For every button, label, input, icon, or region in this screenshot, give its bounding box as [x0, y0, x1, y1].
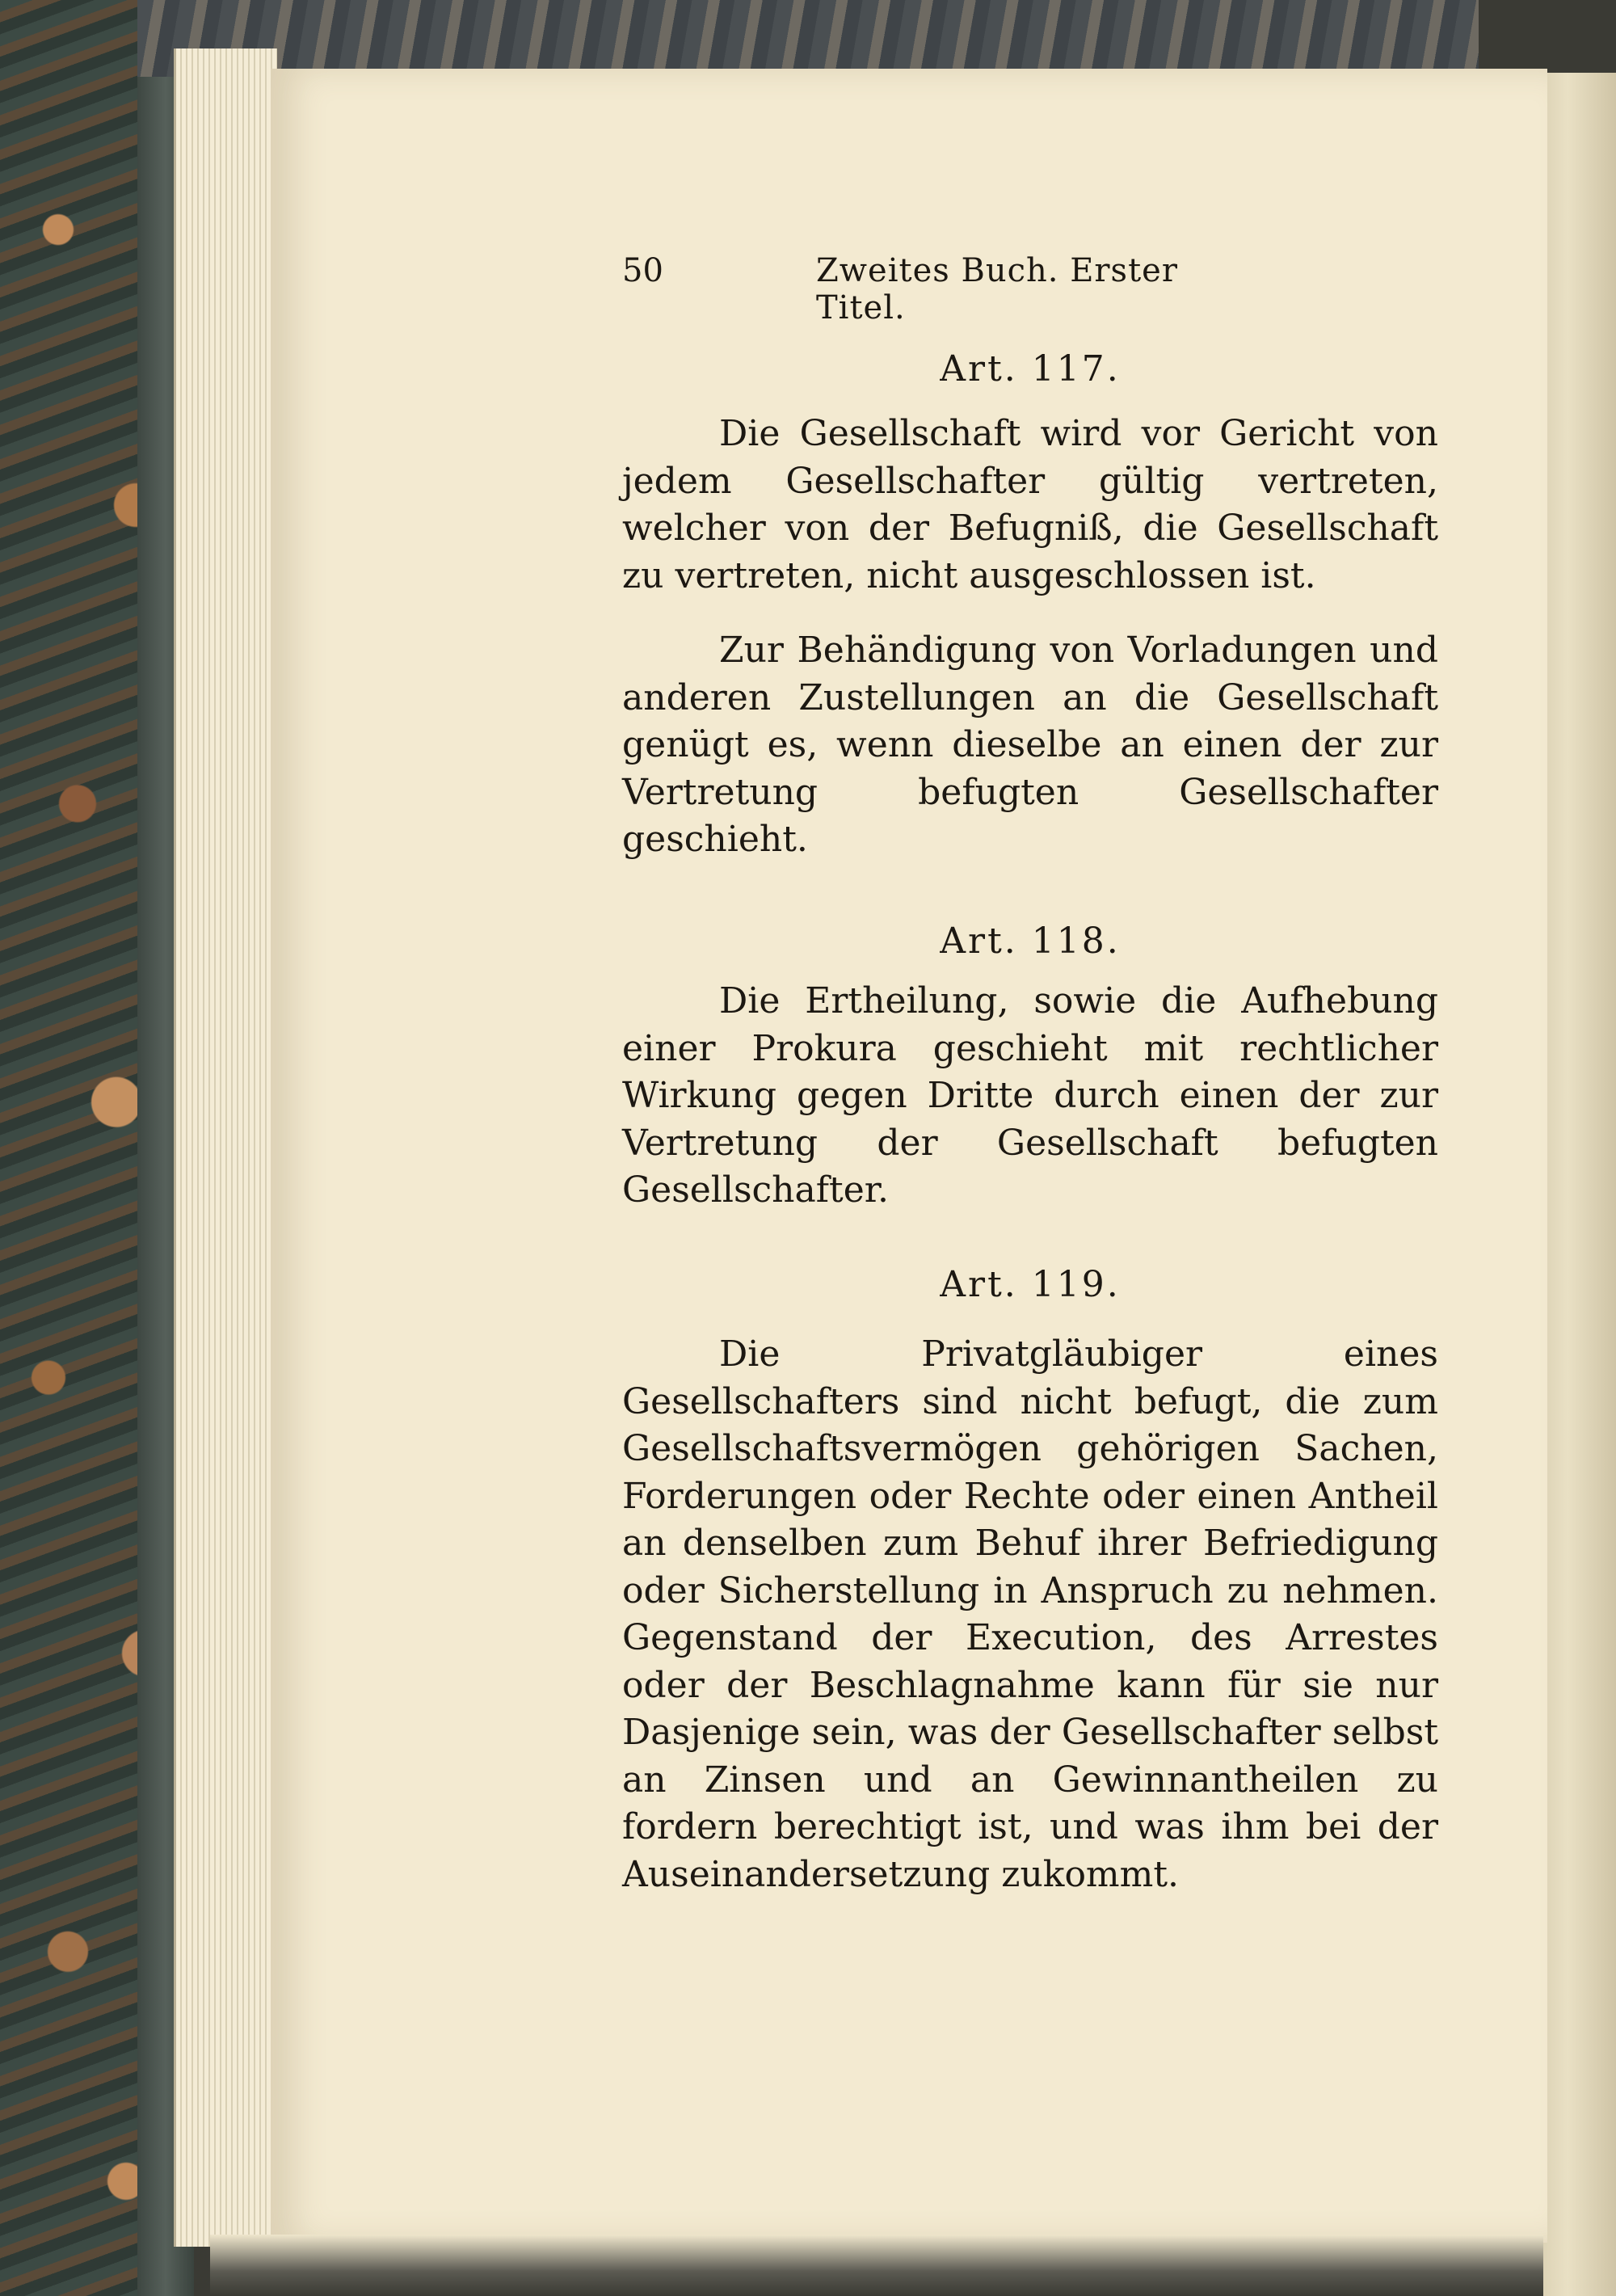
- marbled-top-edge: [137, 0, 1479, 77]
- article-heading: Art. 119.: [940, 1264, 1121, 1305]
- article-117: [622, 341, 1438, 864]
- running-head: [622, 252, 1269, 326]
- article-119: [622, 1257, 1438, 1898]
- page-bottom-edge: [210, 2235, 1543, 2296]
- running-title: Zweites Buch. Erster Titel.: [816, 252, 1178, 326]
- article-heading: Art. 117.: [940, 348, 1121, 390]
- article-heading: Art. 118.: [940, 921, 1121, 962]
- paragraph: Die Ertheilung, sowie die Aufhebung einer Prokura geschieht mit rechtlicher Wirkung gegen Dritte durch einen der zur Vertretung der Gesellschaft befugten Gesellschafter.: [622, 980, 1438, 1211]
- page-number: 50: [622, 252, 663, 289]
- paragraph: Zur Behändigung von Vorladungen und anderen Zustellungen an die Gesellschaft genügt es, wenn dieselbe an einen der zur Vertretung befugten Gesellschafter geschieht.: [622, 630, 1438, 860]
- paragraph: Die Gesellschaft wird vor Gericht von jedem Gesellschafter gültig vertreten, welcher von der Befugniß, die Gesellschaft zu vertreten, nicht ausgeschlossen ist.: [622, 413, 1438, 596]
- facing-page-edge: [1535, 73, 1616, 2296]
- page-stack-edge: [174, 48, 277, 2247]
- article-118: [622, 913, 1438, 1215]
- paragraph: Die Privatgläubiger eines Gesellschafters sind nicht befugt, die zum Gesellschaftsvermögen gehörigen Sachen, Forderungen oder Rechte oder einen Antheil an denselben zum Behuf ihrer Befriedigung oder Sicherstellung in Anspruch zu nehmen. Gegenstand der Execution, des Arrestes oder der Beschlagnahme kann für sie nur Dasjenige sein, was der Gesellschafter selbst an Zinsen und an Gewinnantheilen zu fordern berechtigt ist, und was ihm bei der Auseinandersetzung zukommt.: [622, 1333, 1438, 1895]
